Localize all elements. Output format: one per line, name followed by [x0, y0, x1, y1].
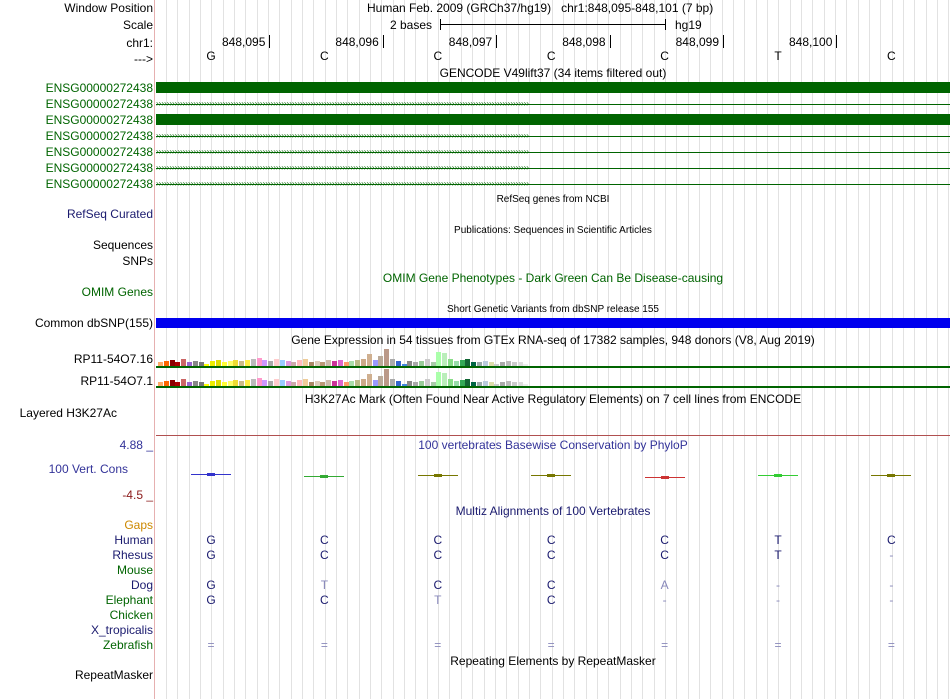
- ruler-position-label: 848,097: [448, 35, 493, 49]
- scale-value: 2 bases: [390, 18, 433, 32]
- gtex-gene-label-1[interactable]: RP11-54O7.16: [73, 352, 153, 366]
- h3k27ac-baseline: [156, 435, 950, 436]
- gtex-tissue-bar[interactable]: [442, 373, 447, 386]
- phylop-score-peak[interactable]: [887, 474, 895, 477]
- gtex-title: Gene Expression in 54 tissues from GTEx RNA-seq of 17382 samples, 948 donors (V8, Aug 2019): [291, 333, 815, 347]
- multiz-base: C: [320, 533, 329, 547]
- multiz-base: C: [433, 548, 443, 562]
- strand-label: --->: [134, 52, 153, 66]
- h3k27ac-title: H3K27Ac Mark (Often Found Near Active Regulatory Elements) on 7 cell lines from ENCODE: [304, 392, 802, 406]
- ruler-base: C: [546, 49, 556, 63]
- phylop-ymin: -4.5 _: [122, 488, 153, 502]
- ruler-position-label: 848,096: [335, 35, 379, 49]
- multiz-base: C: [433, 533, 443, 547]
- ruler-base: C: [660, 49, 669, 63]
- repeatmasker-title: Repeating Elements by RepeatMasker: [450, 654, 656, 668]
- multiz-base: T: [320, 578, 329, 592]
- multiz-species-label[interactable]: Human: [114, 533, 153, 547]
- gtex-tissue-bar[interactable]: [390, 359, 395, 366]
- multiz-species-label[interactable]: Rhesus: [112, 548, 153, 562]
- ruler-tick: [723, 35, 724, 48]
- gtex-tissue-bar[interactable]: [465, 379, 470, 386]
- multiz-base: T: [774, 533, 782, 547]
- gencode-item-label[interactable]: ENSG00000272438: [45, 113, 153, 127]
- gtex-gene-label-2[interactable]: RP11-54O7.1: [80, 374, 153, 388]
- multiz-base: =: [774, 638, 782, 652]
- gtex-tissue-bar[interactable]: [448, 379, 453, 386]
- gencode-item-label[interactable]: ENSG00000272438: [45, 145, 153, 159]
- gtex-tissue-bar[interactable]: [274, 359, 279, 366]
- refseq-label[interactable]: RefSeq Curated: [66, 207, 153, 221]
- multiz-base: C: [660, 533, 669, 547]
- multiz-base: -: [889, 548, 894, 562]
- gtex-tissue-bar[interactable]: [378, 356, 383, 366]
- ruler-tick: [610, 35, 611, 48]
- multiz-base: C: [546, 578, 556, 592]
- gtex-tissue-bar[interactable]: [181, 359, 186, 366]
- multiz-title: Multiz Alignments of 100 Vertebrates: [455, 504, 651, 518]
- scale-bar-right-tick: [665, 19, 666, 30]
- snps-label[interactable]: SNPs: [122, 254, 153, 268]
- phylop-score-peak[interactable]: [207, 473, 215, 476]
- gtex-tissue-bar[interactable]: [274, 379, 279, 386]
- ruler-base: G: [206, 49, 216, 63]
- phylop-score-peak[interactable]: [774, 474, 782, 477]
- multiz-base: G: [206, 578, 216, 592]
- gencode-strand-arrows: ››››››››››››››››››››››››››››››››››››››››››››››››››››››››››››››››››››››››››››››››››››››››››››››››››››››››››››››››››››››››››››››››››››››››››››: [156, 133, 529, 139]
- gtex-tissue-bar[interactable]: [436, 372, 441, 386]
- ruler-tick: [269, 35, 270, 48]
- phylop-score-peak[interactable]: [547, 474, 555, 477]
- gencode-item-label[interactable]: ENSG00000272438: [45, 97, 153, 111]
- multiz-species-label[interactable]: Zebrafish: [102, 638, 153, 652]
- multiz-species-label[interactable]: Dog: [130, 578, 153, 592]
- gtex-tissue-bar[interactable]: [384, 349, 389, 366]
- multiz-base: =: [207, 638, 215, 652]
- gencode-item-label[interactable]: ENSG00000272438: [45, 161, 153, 175]
- multiz-base: =: [547, 638, 555, 652]
- h3k27ac-label[interactable]: Layered H3K27Ac: [19, 406, 117, 420]
- gtex-tissue-bar[interactable]: [465, 359, 470, 366]
- multiz-base: C: [320, 548, 329, 562]
- multiz-base: C: [433, 578, 443, 592]
- gencode-strand-arrows: ››››››››››››››››››››››››››››››››››››››››››››››››››››››››››››››››››››››››››››››››››››››››››››››››››››››››››››››››››››››››››››››››››››››››››››: [156, 165, 529, 171]
- gtex-tissue-bar[interactable]: [181, 379, 186, 386]
- gtex-tissue-bar[interactable]: [361, 359, 366, 366]
- ruler-tick: [836, 35, 837, 48]
- chrom-label: chr1:: [126, 36, 153, 50]
- gencode-item-label[interactable]: ENSG00000272438: [45, 81, 153, 95]
- multiz-base: C: [546, 533, 556, 547]
- phylop-title: 100 vertebrates Basewise Conservation by PhyloP: [418, 438, 688, 452]
- multiz-base: G: [206, 593, 216, 607]
- multiz-species-label[interactable]: X_tropicalis: [90, 623, 153, 637]
- multiz-base: -: [776, 578, 780, 592]
- gtex-tissue-bar[interactable]: [436, 352, 441, 366]
- scale-label: Scale: [122, 18, 153, 32]
- multiz-base: C: [546, 548, 556, 562]
- gtex-tissue-bar[interactable]: [384, 369, 389, 386]
- gencode-strand-arrows: ››››››››››››››››››››››››››››››››››››››››››››››››››››››››››››››››››››››››››››››››››››››››››››››››››››››››››››››››››››››››››››››››››››››››››››: [156, 149, 529, 155]
- repeatmasker-label[interactable]: RepeatMasker: [74, 668, 153, 682]
- gencode-item-label[interactable]: ENSG00000272438: [45, 129, 153, 143]
- multiz-base: -: [776, 593, 780, 607]
- ruler-position-label: 848,100: [789, 35, 833, 49]
- multiz-base: -: [889, 578, 894, 592]
- dbsnp-label[interactable]: Common dbSNP(155): [34, 316, 153, 330]
- ruler-tick: [383, 35, 384, 48]
- scale-assembly: hg19: [675, 18, 702, 32]
- gtex-tissue-bar[interactable]: [378, 376, 383, 386]
- ruler-position-label: 848,098: [562, 35, 606, 49]
- phylop-ymax: 4.88 _: [119, 438, 153, 452]
- ruler-position-label: 848,099: [675, 35, 719, 49]
- gencode-exon-bar[interactable]: [156, 114, 950, 125]
- refseq-title: RefSeq genes from NCBI: [496, 194, 610, 205]
- multiz-base: -: [889, 593, 894, 607]
- gtex-tissue-bar[interactable]: [367, 374, 372, 386]
- multiz-base: C: [320, 593, 329, 607]
- dbsnp-bar[interactable]: [156, 318, 950, 328]
- gtex-tissue-bar[interactable]: [303, 359, 308, 366]
- publications-label[interactable]: Sequences: [92, 238, 153, 252]
- multiz-base: =: [320, 638, 328, 652]
- multiz-base: T: [774, 548, 782, 562]
- gencode-strand-arrows: ››››››››››››››››››››››››››››››››››››››››››››››››››››››››››››››››››››››››››››››››››››››››››››››››››››››››››››››››››››››››››››››››››››››››››››: [156, 101, 529, 107]
- window-position-label: Window Position: [64, 1, 153, 15]
- scale-bar-left-tick: [440, 19, 441, 30]
- ruler-base: C: [320, 49, 329, 63]
- multiz-base: C: [660, 548, 669, 562]
- multiz-species-label[interactable]: Mouse: [116, 563, 153, 577]
- gtex-tissue-bar[interactable]: [425, 379, 430, 386]
- multiz-base: =: [887, 638, 895, 652]
- phylop-score-peak[interactable]: [434, 474, 442, 477]
- ruler-base: T: [774, 49, 782, 63]
- gtex-gene-line-1: [156, 366, 950, 368]
- multiz-base: =: [661, 638, 669, 652]
- gtex-tissue-bar[interactable]: [251, 359, 256, 366]
- multiz-base: G: [206, 548, 216, 562]
- multiz-base: C: [546, 593, 556, 607]
- ruler-tick: [496, 35, 497, 48]
- gencode-strand-arrows: ››››››››››››››››››››››››››››››››››››››››››››››››››››››››››››››››››››››››››››››››››››››››››››››››››››››››››››››››››››››››››››››››››››››››››››: [156, 181, 529, 187]
- multiz-species-label[interactable]: Elephant: [105, 593, 153, 607]
- ruler-position-label: 848,095: [222, 35, 266, 49]
- gtex-tissue-bar[interactable]: [303, 379, 308, 386]
- omim-title: OMIM Gene Phenotypes - Dark Green Can Be Disease-causing: [382, 271, 724, 285]
- gtex-tissue-bar[interactable]: [442, 353, 447, 366]
- multiz-base: =: [434, 638, 442, 652]
- phylop-score-peak[interactable]: [320, 475, 328, 478]
- gtex-gene-line-2: [156, 386, 950, 388]
- publications-title: Publications: Sequences in Scientific Articles: [454, 225, 652, 236]
- multiz-base: G: [206, 533, 216, 547]
- gencode-title: GENCODE V49lift37 (34 items filtered out): [439, 66, 667, 80]
- multiz-base: A: [660, 578, 669, 592]
- window-position-value: Human Feb. 2009 (GRCh37/hg19) chr1:848,095-848,101 (7 bp): [367, 1, 714, 15]
- gtex-tissue-bar[interactable]: [367, 354, 372, 366]
- scale-bar: [440, 24, 666, 25]
- dbsnp-title: Short Genetic Variants from dbSNP release 155: [447, 304, 659, 315]
- gtex-tissue-bar[interactable]: [425, 359, 430, 366]
- multiz-base: C: [887, 533, 896, 547]
- phylop-label[interactable]: 100 Vert. Cons: [48, 462, 128, 476]
- label-separator[interactable]: [154, 0, 155, 699]
- gencode-item-label[interactable]: ENSG00000272438: [45, 177, 153, 191]
- gtex-tissue-bar[interactable]: [361, 379, 366, 386]
- multiz-species-label[interactable]: Chicken: [109, 608, 153, 622]
- ruler-base: C: [433, 49, 443, 63]
- gencode-exon-bar[interactable]: [156, 82, 950, 93]
- multiz-gaps-label[interactable]: Gaps: [124, 518, 153, 532]
- multiz-base: -: [662, 593, 667, 607]
- multiz-base: T: [434, 593, 442, 607]
- gtex-tissue-bar[interactable]: [448, 359, 453, 366]
- gtex-tissue-bar[interactable]: [251, 379, 256, 386]
- omim-label[interactable]: OMIM Genes: [81, 285, 153, 299]
- ruler-base: C: [887, 49, 896, 63]
- phylop-score-peak[interactable]: [661, 476, 669, 479]
- gtex-tissue-bar[interactable]: [390, 379, 395, 386]
